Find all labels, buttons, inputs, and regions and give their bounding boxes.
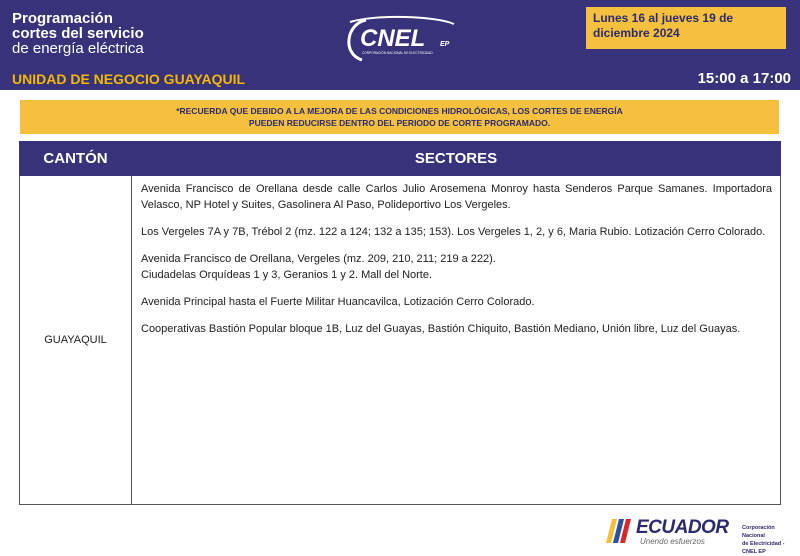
- cnel-logo: [336, 14, 476, 66]
- table-header-row: [20, 142, 781, 176]
- flag-stripes-icon: [606, 519, 636, 543]
- sector-line: Cooperativas Bastión Popular bloque 1B, Luz del Guayas, Bastión Chiquito, Bastión Mediano, Unión libre, Luz del Guayas.: [141, 323, 741, 335]
- sector-paragraph: [141, 321, 772, 337]
- table-row: [20, 176, 781, 505]
- schedule-table: [19, 141, 781, 505]
- page-title: [12, 11, 144, 56]
- brand-tagline: Unendo esfuerzos: [640, 537, 705, 546]
- sector-line: Avenida Francisco de Orellana, Vergeles (mz. 209, 210, 211; 219 a 222).: [141, 253, 496, 265]
- sector-line: Ciudadelas Orquídeas 1 y 3, Geranios 1 y 2. Mall del Norte.: [141, 269, 433, 281]
- sector-paragraph: [141, 224, 772, 240]
- sector-paragraph: [141, 294, 772, 310]
- footer-logo: [606, 517, 796, 555]
- sector-paragraph: [141, 181, 772, 213]
- logo-caption: CORPORACIÓN NACIONAL DE ELECTRICIDAD: [362, 51, 433, 55]
- corp-line-1: Corporación Nacional: [742, 525, 775, 539]
- corp-line-2: de Electricidad - CNEL EP: [742, 541, 785, 555]
- header-sectores: SECTORES: [132, 142, 781, 176]
- logo-suffix: EP: [440, 41, 450, 48]
- brand-ecuador: ECUADOR: [636, 517, 729, 538]
- sector-line: Avenida Francisco de Orellana desde calle Carlos Julio Arosemena Monroy hasta Senderos Parque Samanes. Importadora Velasco, NP Hotel y Suites, Gasolinera Al Paso, Polideportivo Los Vergeles.: [141, 183, 772, 211]
- header-canton: CANTÓN: [20, 142, 132, 176]
- date-range: Lunes 16 al jueves 19 de diciembre 2024: [593, 11, 734, 40]
- logo-text: CNEL: [360, 25, 426, 52]
- sector-line: Avenida Principal hasta el Fuerte Militar Huancavilca, Lotización Cerro Colorado.: [141, 296, 535, 308]
- title-line-1: Programación: [12, 10, 113, 27]
- time-range: 15:00 a 17:00: [697, 70, 791, 87]
- notice-banner: [20, 100, 779, 134]
- title-line-2: cortes del servicio: [12, 25, 144, 42]
- notice-line-2: PUEDEN REDUCIRSE DENTRO DEL PERIODO DE CORTE PROGRAMADO.: [248, 118, 551, 128]
- sectors-cell: [132, 176, 781, 505]
- notice-line-1: *RECUERDA QUE DEBIDO A LA MEJORA DE LAS CONDICIONES HIDROLÓGICAS, LOS CORTES DE ENERGÍA: [176, 106, 623, 116]
- corp-name: [742, 524, 796, 556]
- sector-paragraph: [141, 251, 772, 283]
- business-unit-label: UNIDAD DE NEGOCIO GUAYAQUIL: [12, 71, 246, 87]
- canton-cell: GUAYAQUIL: [20, 176, 132, 505]
- sector-line: Los Vergeles 7A y 7B, Trébol 2 (mz. 122 a 124; 132 a 135; 153). Los Vergeles 1, 2, y 6, Maria Rubio. Lotización Cerro Colorado.: [141, 226, 766, 238]
- header-banner: [0, 0, 800, 90]
- date-box: [586, 7, 786, 49]
- title-line-3: de energía eléctrica: [12, 40, 144, 57]
